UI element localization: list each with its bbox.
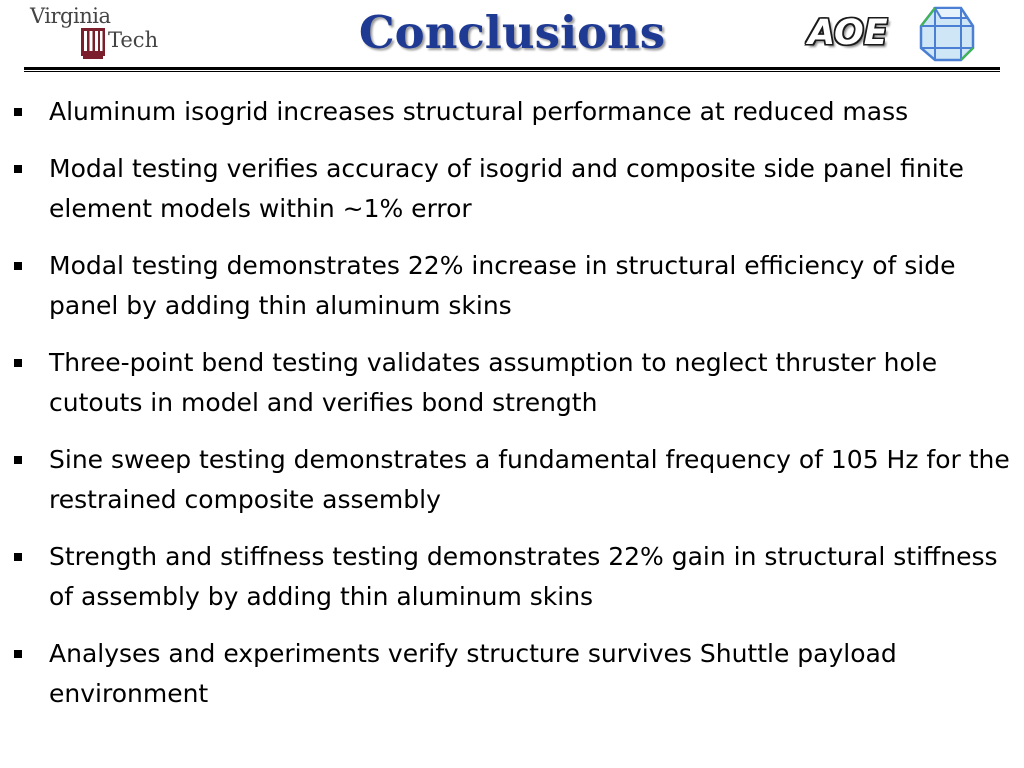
aoe-logo-text: AOE xyxy=(808,13,888,53)
list-item-text: Strength and stiffness testing demonstrates 22% gain in structural stiffness of assembly by adding thin aluminum skins xyxy=(49,542,998,611)
list-item xyxy=(0,92,1024,132)
slide-title: Conclusions xyxy=(358,6,666,59)
square-bullet-icon xyxy=(14,108,22,116)
header-rule-thin xyxy=(24,71,1000,72)
list-item-text: Aluminum isogrid increases structural performance at reduced mass xyxy=(49,97,909,126)
square-bullet-icon xyxy=(14,553,22,561)
list-item-text: Analyses and experiments verify structure survives Shuttle payload environment xyxy=(49,639,897,708)
logo-line-1: Virginia xyxy=(30,4,111,28)
list-item xyxy=(0,343,1024,423)
square-bullet-icon xyxy=(14,359,22,367)
square-bullet-icon xyxy=(14,165,22,173)
square-bullet-icon xyxy=(14,650,22,658)
isogrid-hexagon-icon xyxy=(915,4,977,64)
list-item-text: Modal testing demonstrates 22% increase in structural efficiency of side panel by adding thin aluminum skins xyxy=(49,251,956,320)
logo-line-2: Tech xyxy=(108,28,159,52)
list-item-text: Sine sweep testing demonstrates a fundamental frequency of 105 Hz for the restrained composite assembly xyxy=(49,445,1010,514)
square-bullet-icon xyxy=(14,262,22,270)
list-item-text: Modal testing verifies accuracy of isogrid and composite side panel finite element models within ~1% error xyxy=(49,154,964,223)
header-rule-thick xyxy=(24,67,1000,70)
list-item xyxy=(0,634,1024,714)
square-bullet-icon xyxy=(14,456,22,464)
list-item xyxy=(0,149,1024,229)
list-item xyxy=(0,246,1024,326)
conclusions-list xyxy=(0,92,1024,731)
slide-header xyxy=(0,0,1024,74)
list-item xyxy=(0,440,1024,520)
list-item xyxy=(0,537,1024,617)
list-item-text: Three-point bend testing validates assumption to neglect thruster hole cutouts in model and verifies bond strength xyxy=(49,348,938,417)
